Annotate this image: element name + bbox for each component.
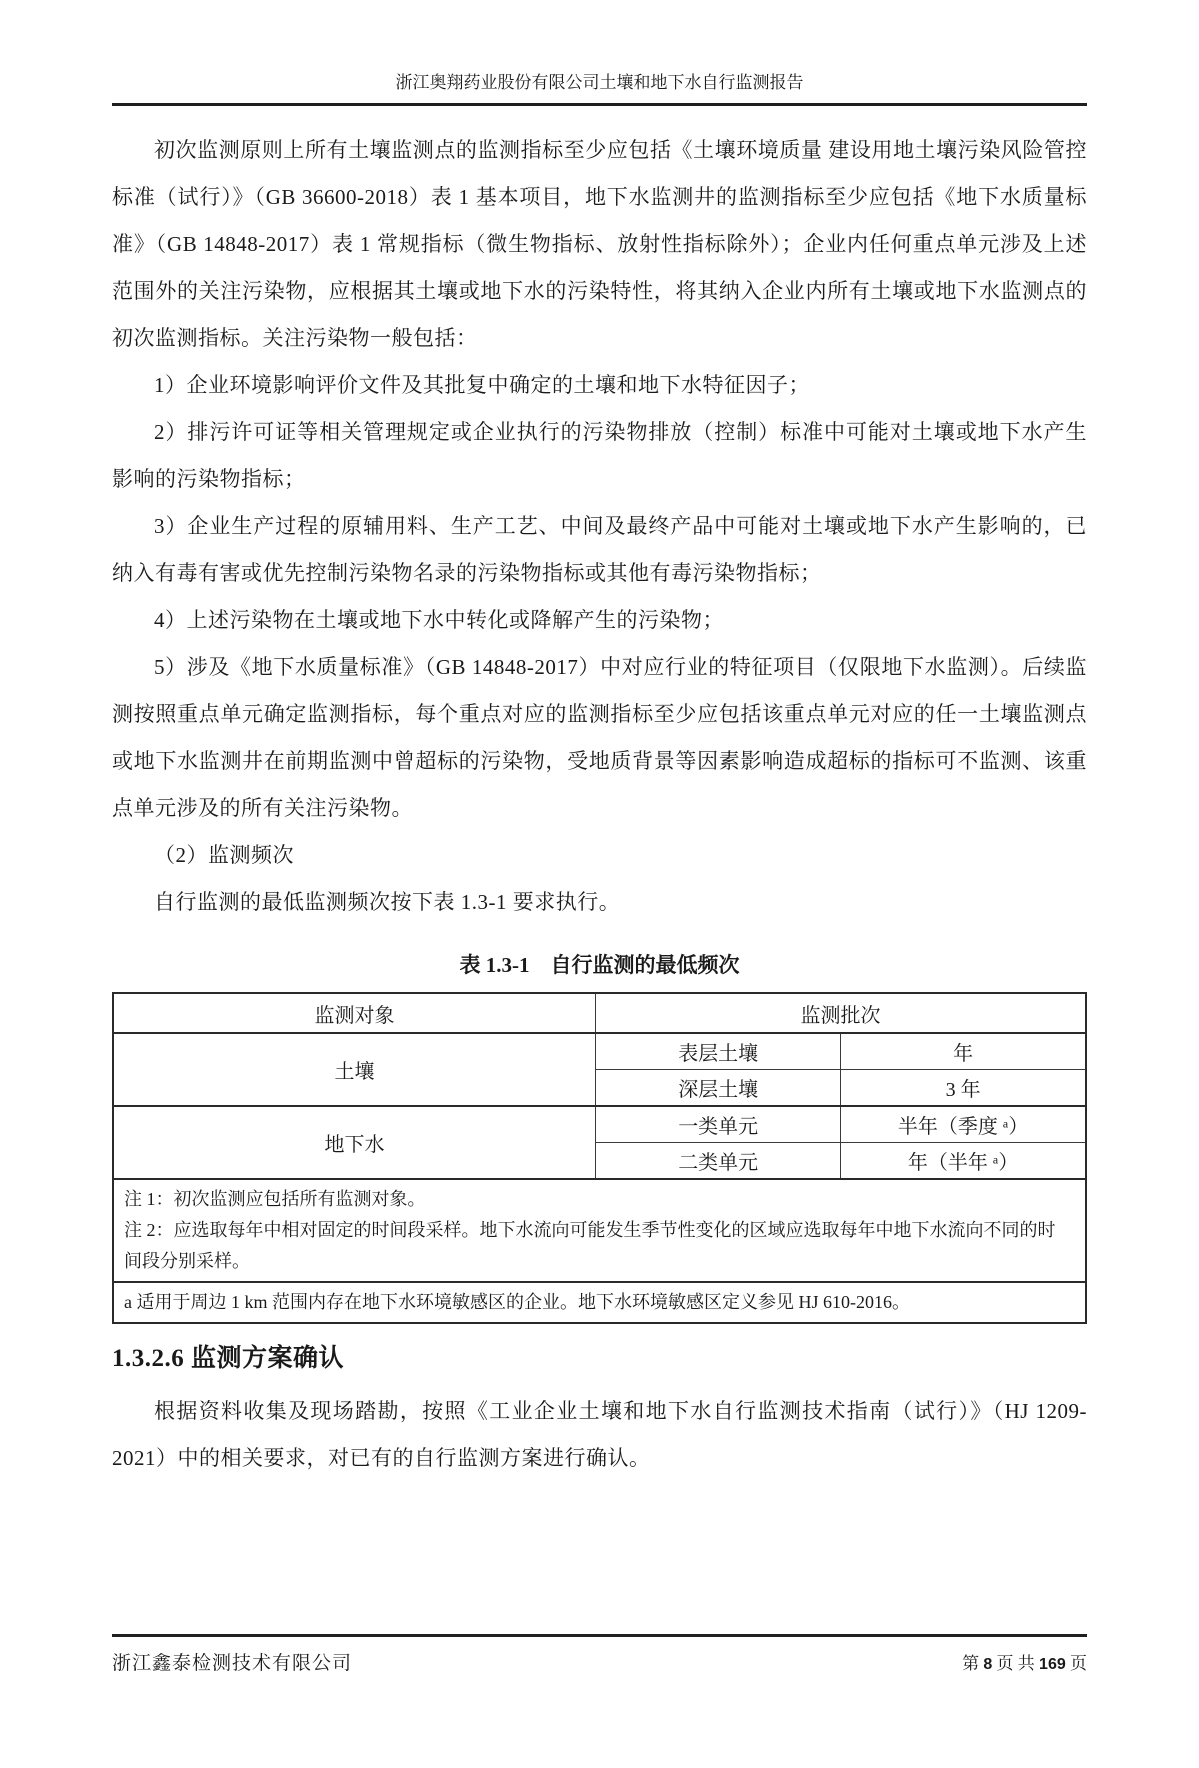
section-paragraph: 根据资料收集及现场踏勘，按照《工业企业土壤和地下水自行监测技术指南（试行）》（HJ 1209-2021）中的相关要求，对已有的自行监测方案进行确认。 [112, 1399, 1087, 1470]
page-current: 8 [983, 1656, 993, 1673]
table-note-2: 注 2：应选取每年中相对固定的时间段采样。地下水流向可能发生季节性变化的区域应选取每年中地下水流向不同的时 间段分别采样。 [124, 1220, 1056, 1271]
footer-company-name: 浙江鑫泰检测技术有限公司 [112, 1653, 353, 1674]
cell-type: 表层土壤 [596, 1033, 841, 1070]
list-item-1: 1）企业环境影响评价文件及其批复中确定的土壤和地下水特征因子； [154, 373, 810, 397]
cell-frequency: 3 年 [841, 1070, 1086, 1107]
footer-page-number [962, 1649, 1087, 1674]
column-header-frequency: 监测批次 [596, 993, 1086, 1033]
table-title: 表 1.3-1 自行监测的最低频次 [459, 953, 740, 977]
monitoring-frequency-table [112, 992, 1087, 1324]
report-title: 浙江奥翔药业股份有限公司土壤和地下水自行监测报告 [395, 73, 804, 92]
cell-type: 深层土壤 [596, 1070, 841, 1107]
column-header-object: 监测对象 [113, 993, 596, 1033]
table-notes-row [113, 1179, 1086, 1282]
list-item-5: 5）涉及《地下水质量标准》（GB 14848-2017）中对应行业的特征项目（仅限地下水监测）。后续监测按照重点单元确定监测指标，每个重点对应的监测指标至少应包括该重点单元对应的任一土壤监测点或地下水监测井在前期监测中曾超标的污染物，受地质背景等因素影响造成超标的指标可不监测、该重点单元涉及的所有关注污染物。 [112, 655, 1087, 820]
cell-type: 二类单元 [596, 1143, 841, 1180]
cell-group-soil: 土壤 [113, 1033, 596, 1106]
cell-type: 一类单元 [596, 1106, 841, 1143]
body-paragraph: 自行监测的最低监测频次按下表 1.3-1 要求执行。 [154, 890, 621, 914]
section-heading: 1.3.2.6 监测方案确认 [112, 1345, 345, 1372]
table-header-row [113, 993, 1086, 1033]
cell-frequency: 半年（季度 ᵃ） [841, 1106, 1086, 1143]
subheading-frequency: （2）监测频次 [154, 843, 294, 867]
table-footnote-a: a 适用于周边 1 km 范围内存在地下水环境敏感区的企业。地下水环境敏感区定义参见 HJ 610-2016。 [113, 1282, 1086, 1323]
table-note-1: 注 1：初次监测应包括所有监测对象。 [124, 1189, 426, 1209]
list-item-4: 4）上述污染物在土壤或地下水中转化或降解产生的污染物； [154, 608, 724, 632]
cell-frequency: 年 [841, 1033, 1086, 1070]
table-row [113, 1033, 1086, 1070]
table-notes [113, 1179, 1086, 1282]
cell-frequency: 年（半年 ᵃ） [841, 1143, 1086, 1180]
page-label-suffix: 页 [1065, 1654, 1087, 1673]
page-label-prefix: 第 [962, 1654, 984, 1673]
table-footnote-row [113, 1282, 1086, 1323]
page-total: 169 [1039, 1656, 1066, 1673]
cell-group-groundwater: 地下水 [113, 1106, 596, 1179]
page-label-mid: 页 共 [992, 1654, 1040, 1673]
page-footer [112, 1634, 1087, 1675]
document-page [0, 72, 1199, 1768]
list-item-2: 2）排污许可证等相关管理规定或企业执行的污染物排放（控制）标准中可能对土壤或地下水产生影响的污染物指标； [112, 420, 1087, 491]
table-row [113, 1106, 1086, 1143]
list-item-3: 3）企业生产过程的原辅用料、生产工艺、中间及最终产品中可能对土壤或地下水产生影响的，已纳入有毒有害或优先控制污染物名录的污染物指标或其他有毒污染物指标； [112, 514, 1087, 585]
running-header [112, 72, 1087, 106]
body-paragraph: 初次监测原则上所有土壤监测点的监测指标至少应包括《土壤环境质量 建设用地土壤污染风险管控标准（试行）》（GB 36600-2018）表 1 基本项目，地下水监测井的监测指标至少应包括《地下水质量标准》（GB 14848-2017）表 1 常规指标（微生物指标、放射性指标除外）；企业内任何重点单元涉及上述范围外的关注污染物，应根据其土壤或地下水的污染特性，将其纳入企业内所有土壤或地下水监测点的初次监测指标。关注污染物一般包括： [112, 138, 1087, 350]
document-body [112, 127, 1087, 926]
